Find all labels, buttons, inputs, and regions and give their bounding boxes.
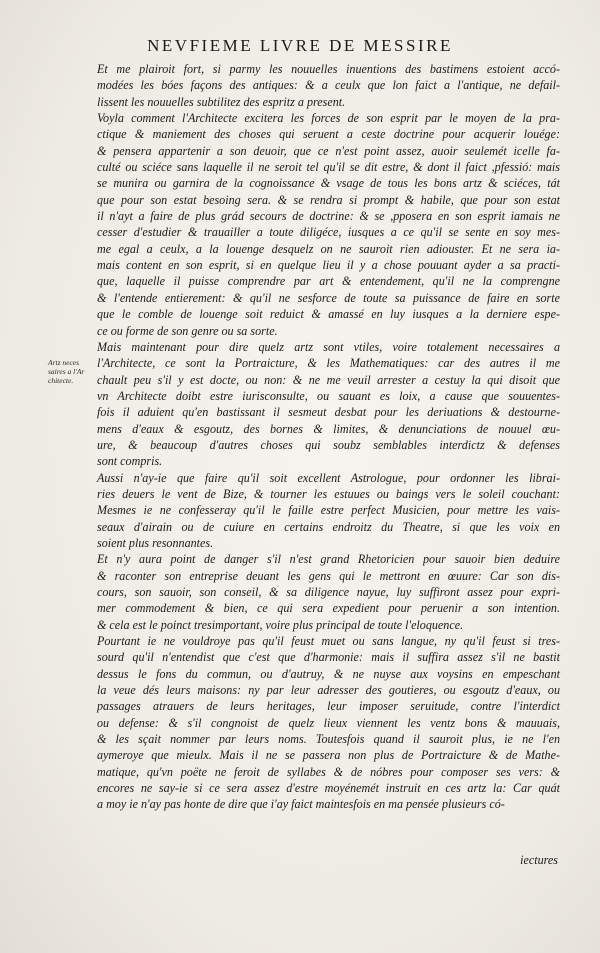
text-line: mens d'eaux & esgoutz, des bornes & limites, & denunciations de nouuel œu-	[97, 421, 560, 436]
text-line: que, laquelle il puisse comprendre par art & entendement, qu'il ne la comprengne	[97, 274, 560, 289]
text-line: & cela est le poinct tresimportant, voire plus principal de toute l'eloquence.	[97, 617, 464, 632]
text-line: cesser d'estudier & trauailler a toute diligéce, iusques a ce qu'il se sente en soy mes-	[97, 225, 560, 240]
text-line: se munira ou garnira de la cognoissance & vsage de tous les bons artz & sciéces, tát	[97, 176, 560, 191]
text-line: aymeroye que mieulx. Mais il ne se passera non plus de Portraicture & de Mathe-	[97, 748, 560, 763]
text-line: a moy ie n'ay pas honte de dire que i'ay faict maintesfois en ma pensée plusieurs có-	[97, 797, 505, 812]
body-text	[97, 61, 560, 813]
text-line: la veue dés leurs maisons: ny par leur adresser des goutieres, ou esgoutz d'eaux, ou	[97, 683, 560, 698]
text-line: il n'ayt a faire de plus grád secours de doctrine: & se ,pposera en son esprit iamais ne	[97, 209, 560, 224]
margin-note-line: saires a l'Ar	[48, 367, 85, 376]
running-head: NEVFIEME LIVRE DE MESSIRE	[147, 36, 453, 55]
text-line: sourd qu'il n'entendist que c'est que d'harmonie: mais il suffira assez s'il ne bastit	[97, 650, 560, 665]
text-line: Mesmes ie ne confesseray qu'il le faille estre perfect Musicien, pour mettre les vais-	[97, 503, 560, 518]
text-line: ure, & beaucoup d'autres choses qui soubz semblables interdictz & defenses	[97, 437, 560, 452]
catchword: iectures	[520, 853, 558, 867]
text-line: Et n'y aura point de danger s'il n'est grand Rhetoricien pour sauoir bien deduire	[97, 552, 560, 567]
paragraph	[97, 61, 560, 110]
text-line: seaux d'airain ou de cuiure en certains endroitz du Theatre, si que les voix en	[97, 519, 560, 534]
text-line: que le comble de louenge soit reduict & amassé en luy iusques a la derniere espe-	[97, 307, 560, 322]
text-line: ou defense: & s'il congnoist de quelz lieux viennent les ventz bons & mauuais,	[97, 715, 560, 730]
text-line: encores ne say-ie si ce sera assez d'estre moyénemét instruit en ces artz la: Car quát	[97, 781, 560, 796]
paragraph	[97, 339, 560, 470]
margin-note-line: Artz neces	[48, 358, 80, 367]
text-line: & pensera appartenir a son deuoir, que ce n'est point assez, auoir seulemét icelle fa-	[97, 143, 560, 158]
paragraph	[97, 470, 560, 552]
text-line: sont compris.	[97, 454, 163, 469]
text-line: Pourtant ie ne vouldroye pas qu'il feust muet ou sans langue, ny qu'il feust si tres-	[97, 634, 560, 649]
text-line: mais content en son esprit, si en quelque lieu il y a chose pouuant ayder a sa practi-	[97, 258, 560, 273]
text-line: ries deuers le vent de Bize, & tourner les estuues ou baings vers le soleil couchant:	[97, 486, 560, 501]
text-line: passages atrauers de leurs heritages, leur imposer seruitude, contre l'interdict	[97, 699, 560, 714]
text-line: ce ou forme de son genre ou sa sorte.	[97, 323, 278, 338]
text-line: chault peu s'il y est docte, ou non: & ne me veuil arrester a cestuy la qui disoit que	[97, 372, 560, 387]
text-line: vn Architecte doibt estre iurisconsulte, ou sauant es loix, a cause que souuentes-	[97, 388, 560, 403]
text-line: que pour son estat besoing sera. & se rendra si prompt & habile, que pour son estat	[97, 192, 560, 207]
margin-note	[48, 358, 98, 385]
text-line: l'Architecte, ce sont la Portraicture, & les Mathematiques: car des autres il me	[97, 356, 560, 371]
text-line: cours, son sauoir, son conseil, & sa diligence nayue, luy suffiront assez pour expri-	[97, 585, 560, 599]
paragraph	[97, 110, 560, 339]
text-line: Et me plairoit fort, si parmy les nouuelles inuentions des bastimens estoient accó-	[97, 62, 560, 76]
text-line: soient plus resonnantes.	[97, 535, 214, 550]
text-line: & les sçait nommer par leurs noms. Toutesfois quand il sauroit plus, ie ne l'en	[97, 732, 560, 747]
text-line: & raconter son entreprise deuant les gens qui le mettront en œuure: Car son dis-	[97, 568, 560, 583]
paragraph	[97, 633, 560, 813]
text-line: modées les bóes façons des antiques: & a ceulx que lon faict a l'antique, ne defail-	[97, 78, 560, 93]
text-line: Aussi n'ay-ie que faire qu'il soit excellent Astrologue, pour ordonner les librai-	[97, 470, 560, 485]
text-line: ctique & maniement des choses qui seruent a ceste doctrine pour acquerir louége:	[97, 127, 560, 142]
text-line: & l'entende entierement: & qu'il ne sesforce de toute sa puissance de faire en sorte	[97, 290, 560, 305]
text-line: mer commodement & bien, ce qui sera expedient pour peruenir a son intention.	[97, 601, 560, 616]
text-line: Voyla comment l'Architecte excitera les forces de son esprit par le moyen de la pra-	[97, 111, 560, 126]
text-line: culté ou sciéce sans laquelle il ne seroit tel qu'il se dit estre, & dont il faict ,pfessió: mais	[97, 160, 560, 175]
margin-note-line: chitecte.	[48, 376, 74, 385]
text-line: fois il aduient qu'en bastissant il sesmeut desbat pour les deriuations & destourne-	[97, 405, 560, 420]
text-line: matique, qu'vn poëte ne feroit de syllabes & de nóbres pour composer ses vers: &	[97, 764, 560, 779]
text-line: me egal a ceulx, a la louenge desquelz on ne sauroit rien adiouster. Et ne sera ia-	[97, 241, 560, 256]
text-line: Mais maintenant pour dire quelz artz sont vtiles, voire totalement necessaires a	[97, 339, 560, 354]
text-line: lissent les nouuelles subtilitez des espritz a present.	[97, 94, 346, 109]
paragraph	[97, 551, 560, 633]
text-line: dessus le fons du commun, ou d'autruy, & ne nuyse aux voysins en empeschant	[97, 666, 560, 681]
